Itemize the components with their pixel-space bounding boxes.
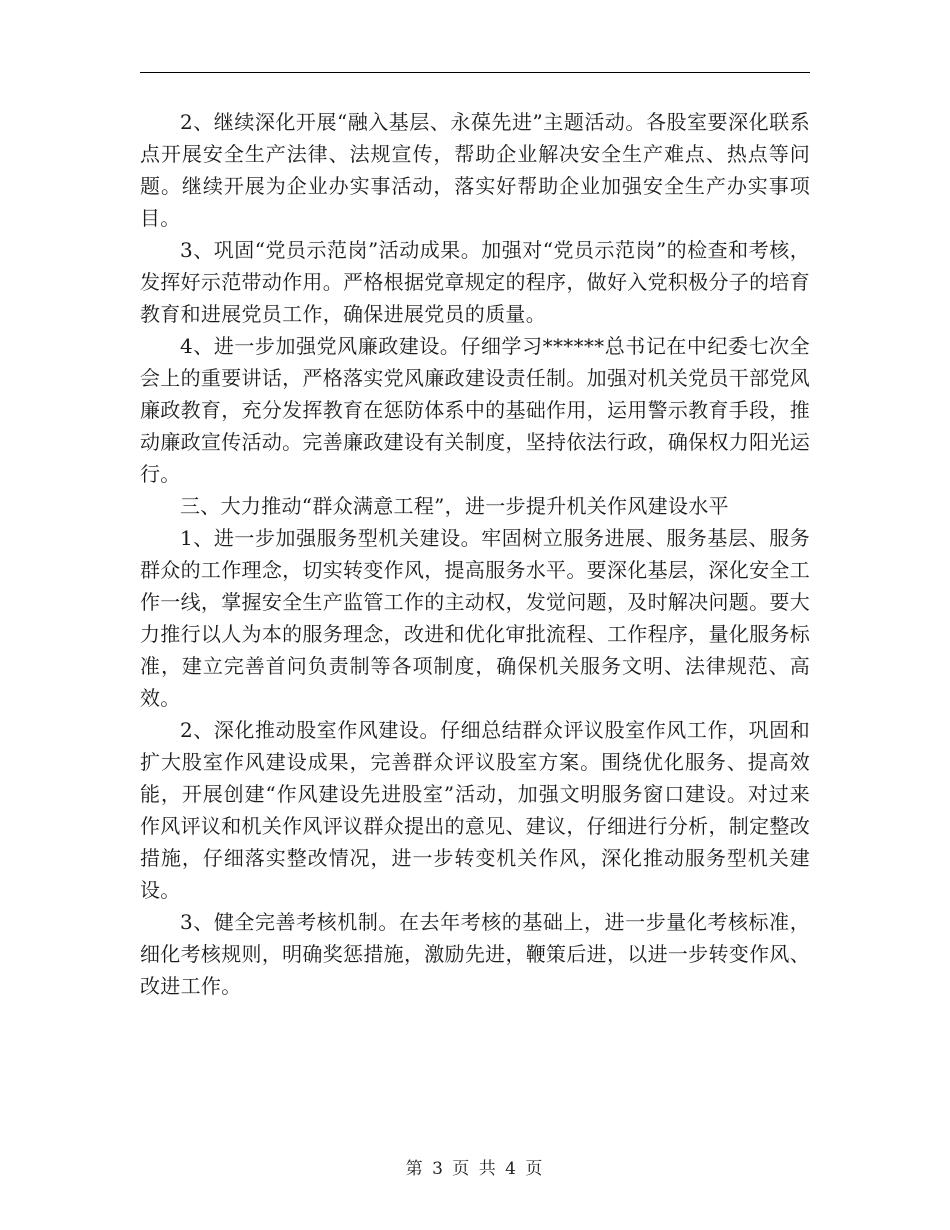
paragraph-3: 4、进一步加强党风廉政建设。仔细学习******总书记在中纪委七次全会上的重要讲话，严格落实党风廉政建设责任制。加强对机关党员干部党风廉政教育，充分发挥教育在惩防体系中的基础作用，运用警示教育手段，推动廉政宣传活动。完善廉政建设有关制度，坚持依法行政，确保权力阳光运行。 — [140, 334, 810, 486]
paragraph-6: 2、深化推动股室作风建设。仔细总结群众评议股室作风工作，巩固和扩大股室作风建设成果，完善群众评议股室方案。围绕优化服务、提高效能，开展创建“作风建设先进股室”活动，加强文明服务窗口建设。对过来作风评议和机关作风评议群众提出的意见、建议，仔细进行分析，制定整改措施，仔细落实整改情况，进一步转变机关作风，深化推动服务型机关建设。 — [140, 718, 810, 902]
paragraph-5: 1、进一步加强服务型机关建设。牢固树立服务进展、服务基层、服务群众的工作理念，切实转变作风，提高服务水平。要深化基层，深化安全工作一线，掌握安全生产监管工作的主动权，发觉问题，及时解决问题。要大力推行以人为本的服务理念，改进和优化审批流程、工作程序，量化服务标准，建立完善首问负责制等各项制度，确保机关服务文明、法律规范、高效。 — [140, 526, 810, 710]
header-rule — [140, 72, 810, 73]
page-footer: 第 3 页 共 4 页 — [405, 1159, 545, 1179]
document-body — [140, 106, 810, 1002]
section-heading: 三、大力推动“群众满意工程”，进一步提升机关作风建设水平 — [180, 494, 729, 518]
paragraph-7: 3、健全完善考核机制。在去年考核的基础上，进一步量化考核标准，细化考核规则，明确奖惩措施，激励先进，鞭策后进，以进一步转变作风、改进工作。 — [140, 910, 810, 998]
paragraph-2: 3、巩固“党员示范岗”活动成果。加强对“党员示范岗”的检查和考核，发挥好示范带动作用。严格根据党章规定的程序，做好入党积极分子的培育教育和进展党员工作，确保进展党员的质量。 — [140, 238, 810, 326]
paragraph-1: 2、继续深化开展“融入基层、永葆先进”主题活动。各股室要深化联系点开展安全生产法律、法规宣传，帮助企业解决安全生产难点、热点等问题。继续开展为企业办实事活动，落实好帮助企业加强安全生产办实事项目。 — [140, 110, 810, 230]
